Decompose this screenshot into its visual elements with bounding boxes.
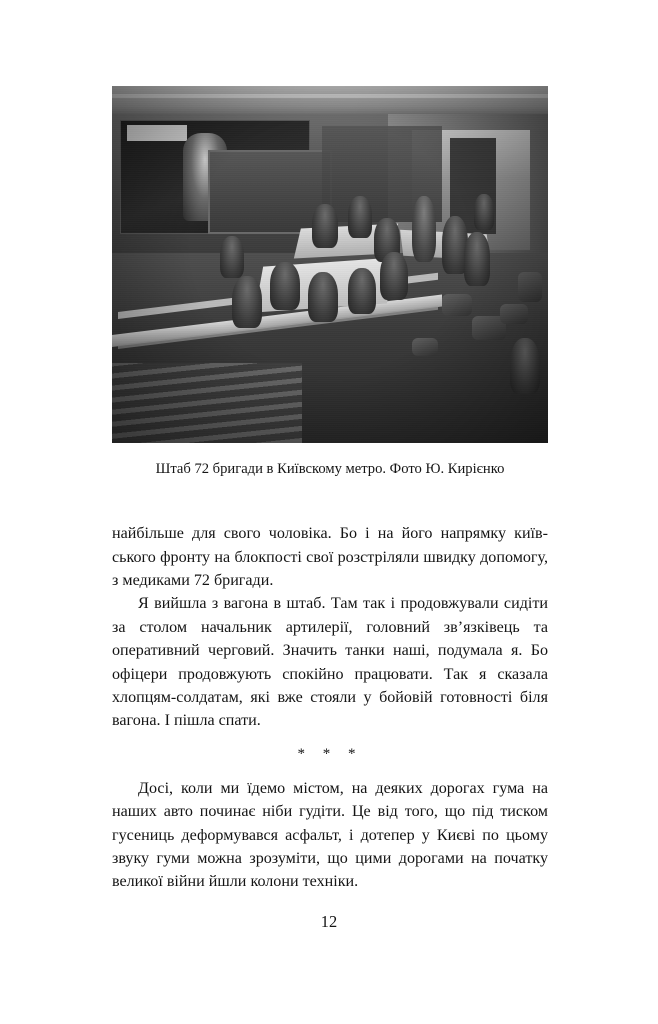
section-separator: * * * bbox=[297, 745, 363, 762]
figure-photo-block bbox=[112, 86, 548, 478]
body-text bbox=[112, 522, 548, 894]
paragraph: найбільше для свого чоловіка. Бо і на його напрямку київського фронту на блокпості свої розстріляли швидку допомогу, з медиками 72 бригади. bbox=[112, 525, 548, 590]
figure-caption: Штаб 72 бригади в Київскому метро. Фото Ю. Кирієнко bbox=[155, 461, 505, 477]
page-number: 12 bbox=[320, 912, 338, 931]
photo-metro-command-post bbox=[112, 86, 548, 443]
photo-vignette-overlay bbox=[112, 86, 548, 443]
paragraph: Я вийшла з вагона в штаб. Там так і продовжували сидіти за столом начальник артилерії, головний зв’язківець та оперативний черговий. Значить танки наші, подумала я. Бо офіцери продовжують спокійно працювати. Так я сказала хлопцям-солдатам, які вже стояли у бойовій готовності біля вагона. І пішла спати. bbox=[112, 595, 548, 730]
paragraph: Досі, коли ми їдемо містом, на деяких дорогах гума на наших авто починає ніби гудіти. Це від того, що під тиском гусениць деформувався асфальт, і дотепер у Києві по цьому звуку гуми можна зрозуміти, що цими дорогами на початку великої війни йшли колони техніки. bbox=[112, 779, 548, 891]
